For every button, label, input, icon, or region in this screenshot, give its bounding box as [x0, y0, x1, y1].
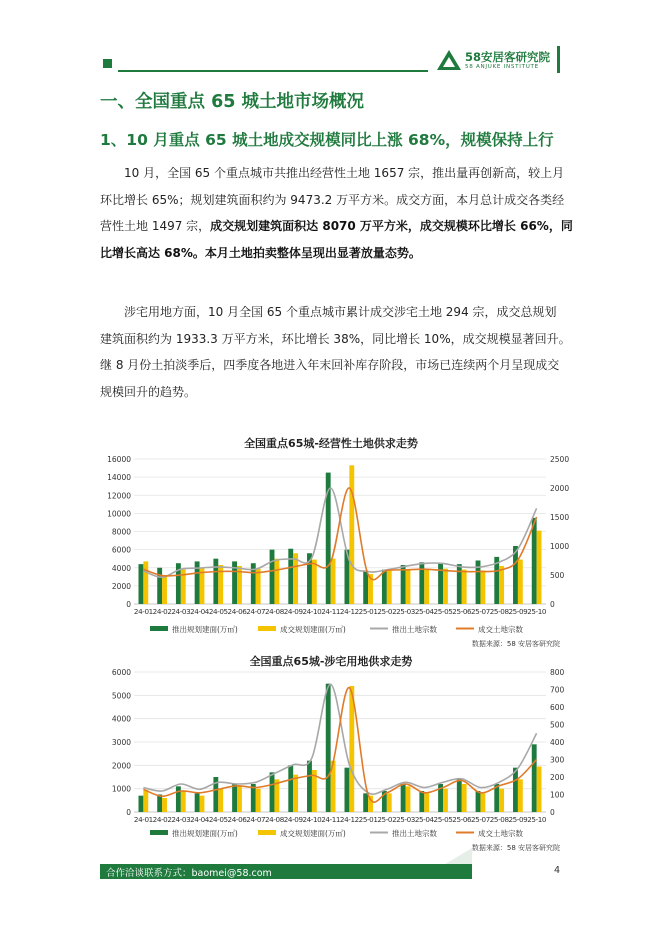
bar-deal	[256, 789, 261, 812]
x-tick-label: 24-12	[339, 607, 359, 616]
y-left-tick-label: 5000	[111, 691, 131, 701]
x-tick-label: 24-05	[208, 607, 228, 616]
x-tick-label: 25-08	[489, 607, 509, 616]
x-tick-label: 25-10	[527, 815, 547, 824]
legend-swatch	[258, 830, 276, 835]
bar-deal	[143, 790, 148, 812]
bar-deal	[406, 786, 411, 812]
paragraph-1-line-2: 环比增长 65%；规划建筑面积约为 9473.2 万平方米。成交方面，本月总计成交各类经	[100, 192, 565, 207]
x-tick-label: 25-09	[508, 815, 528, 824]
logo-text-en: 58 ANJUKE INSTITUTE	[465, 64, 539, 70]
x-tick-label: 25-05	[433, 607, 453, 616]
chart-residential-land-svg	[100, 652, 565, 857]
bar-supply	[213, 559, 218, 604]
x-tick-label: 25-07	[471, 607, 490, 616]
x-tick-label: 25-04	[414, 607, 434, 616]
bar-deal	[387, 793, 392, 812]
y-left-tick-label: 0	[126, 600, 131, 609]
x-tick-label: 25-03	[396, 815, 415, 824]
paragraph-2-line-3: 继 8 月份土拍淡季后，四季度各地进入年末回补库存阶段，市场已连续两个月呈现成交	[100, 358, 560, 372]
bar-deal	[406, 570, 411, 604]
x-tick-label: 24-06	[227, 815, 247, 824]
bar-supply	[532, 518, 537, 604]
x-tick-label: 24-12	[339, 815, 359, 824]
bar-supply	[532, 744, 537, 812]
bar-supply	[138, 796, 143, 812]
bar-supply	[344, 768, 349, 812]
bar-supply	[326, 684, 331, 812]
bar-supply	[476, 791, 481, 812]
y-right-tick-label: 2000	[550, 484, 570, 493]
x-tick-label: 25-06	[452, 815, 472, 824]
bar-supply	[513, 768, 518, 812]
footer-contact: 合作洽谈联系方式：baomei@58.com	[106, 868, 272, 879]
y-left-tick-label: 12000	[107, 491, 131, 501]
bar-supply	[401, 565, 406, 604]
x-tick-label: 24-01	[133, 815, 153, 824]
x-tick-label: 24-03	[171, 607, 191, 616]
legend-swatch	[258, 626, 276, 631]
x-tick-label: 24-05	[208, 815, 228, 824]
y-left-tick-label: 0	[126, 808, 131, 817]
y-left-tick-label: 4000	[111, 563, 131, 573]
y-right-tick-label: 500	[550, 720, 565, 730]
subsection-title: 1、10 月重点 65 城土地成交规模同比上涨 68%，规模保持上行	[100, 131, 554, 149]
bar-deal	[312, 560, 317, 604]
bar-deal	[462, 570, 467, 604]
x-tick-label: 24-01	[133, 607, 153, 616]
paragraph-1-line-1: 10 月，全国 65 个重点城市共推出经营性土地 1657 宗，推出量再创新高，较上月	[124, 166, 565, 180]
header-vertical-bar	[557, 46, 560, 73]
x-tick-label: 24-04	[190, 607, 209, 616]
bar-supply	[382, 570, 387, 604]
header-square-marker	[103, 59, 112, 68]
y-right-tick-label: 800	[550, 668, 565, 677]
y-left-tick-label: 1000	[111, 784, 131, 794]
chart-commercial-land	[100, 432, 570, 652]
legend-swatch	[150, 830, 168, 835]
y-left-tick-label: 10000	[107, 509, 131, 519]
bar-supply	[363, 793, 368, 812]
bar-supply	[363, 570, 368, 604]
y-right-tick-label: 100	[550, 790, 565, 800]
chart-title: 全国重点65城-经营性土地供求走势	[244, 437, 418, 450]
bar-deal	[499, 566, 504, 604]
chart-commercial-land-svg	[100, 432, 570, 652]
x-tick-label: 24-08	[265, 607, 284, 616]
bar-supply	[232, 784, 237, 812]
y-left-tick-label: 6000	[111, 545, 131, 555]
y-right-tick-label: 700	[550, 685, 565, 695]
bar-deal	[537, 531, 542, 604]
bar-deal	[293, 553, 298, 604]
y-left-tick-label: 4000	[111, 714, 131, 724]
x-tick-label: 24-09	[283, 815, 303, 824]
bar-deal	[424, 569, 429, 604]
chart-source: 数据来源：58 安居客研究院	[471, 640, 560, 648]
bar-deal	[143, 561, 148, 604]
logo	[436, 47, 554, 75]
bar-deal	[181, 791, 186, 812]
x-tick-label: 25-02	[377, 607, 397, 616]
bar-deal	[349, 465, 354, 604]
paragraph-1	[100, 160, 573, 266]
y-left-tick-label: 2000	[111, 761, 131, 771]
paragraph-1-bold-4: 比增长高达 68%。本月土地拍卖整体呈现出显著放量态势。	[100, 245, 421, 260]
bar-supply	[457, 564, 462, 604]
bar-deal	[462, 784, 467, 812]
x-tick-label: 24-11	[321, 607, 341, 616]
bar-supply	[288, 765, 293, 812]
x-tick-label: 25-10	[527, 607, 547, 616]
x-tick-label: 24-07	[246, 815, 266, 824]
header-rule	[118, 70, 428, 72]
y-right-tick-label: 400	[550, 738, 565, 747]
y-right-tick-label: 0	[550, 600, 555, 609]
bar-deal	[274, 559, 279, 604]
bar-deal	[237, 786, 242, 812]
y-right-tick-label: 300	[550, 755, 565, 765]
y-left-tick-label: 2000	[111, 581, 131, 591]
y-right-tick-label: 600	[550, 703, 565, 712]
y-right-tick-label: 1000	[550, 542, 570, 551]
y-right-tick-label: 1500	[550, 513, 570, 522]
bar-deal	[256, 569, 261, 604]
bar-supply	[176, 786, 181, 812]
bar-deal	[218, 789, 223, 812]
legend-label: 推出土地宗数	[392, 829, 437, 838]
bar-supply	[419, 791, 424, 812]
y-right-tick-label: 500	[550, 571, 565, 580]
bar-deal	[537, 767, 542, 813]
x-tick-label: 24-10	[302, 815, 322, 824]
section-title: 一、全国重点 65 城土地市场概况	[100, 92, 365, 112]
bar-deal	[518, 779, 523, 812]
line-deal-count	[143, 688, 536, 803]
x-tick-label: 25-01	[358, 607, 378, 616]
paragraph-2-line-1: 涉宅用地方面，10 月全国 65 个重点城市累计成交涉宅土地 294 宗，成交总规划	[124, 305, 557, 319]
paragraph-1-bold-3b: 成交规划建筑面积达 8070 万平方米，成交规模环比增长 66%，同	[210, 219, 573, 233]
x-tick-label: 24-02	[152, 815, 172, 824]
x-tick-label: 24-11	[321, 815, 341, 824]
x-tick-label: 25-06	[452, 607, 472, 616]
paragraph-2	[100, 299, 571, 405]
bar-supply	[401, 784, 406, 812]
bar-deal	[331, 559, 336, 604]
y-left-tick-label: 8000	[111, 527, 131, 537]
chart-source: 数据来源：58 安居客研究院	[471, 844, 560, 852]
chart-title: 全国重点65城-涉宅用地供求走势	[249, 655, 413, 668]
y-left-tick-label: 6000	[111, 668, 131, 677]
y-left-tick-label: 14000	[107, 473, 131, 483]
x-tick-label: 25-03	[396, 607, 415, 616]
paragraph-1-line-3	[100, 213, 573, 240]
x-tick-label: 25-02	[377, 815, 397, 824]
x-tick-label: 25-08	[489, 815, 509, 824]
bar-supply	[270, 550, 275, 604]
x-tick-label: 25-01	[358, 815, 378, 824]
bar-supply	[157, 568, 162, 604]
legend-label: 推出规划建面(万㎡)	[172, 625, 238, 634]
bar-deal	[293, 775, 298, 812]
bar-deal	[443, 569, 448, 604]
paragraph-2-line-4: 规模回升的趋势。	[100, 384, 197, 399]
page-number: 4	[554, 865, 561, 876]
bar-deal	[162, 575, 167, 604]
x-tick-label: 24-03	[171, 815, 191, 824]
x-tick-label: 24-06	[227, 607, 247, 616]
chart-residential-land	[100, 652, 565, 857]
legend-label: 成交规划建面(万㎡)	[280, 829, 346, 838]
x-tick-label: 25-09	[508, 607, 528, 616]
x-tick-label: 24-08	[265, 815, 284, 824]
bar-deal	[518, 560, 523, 604]
bar-supply	[288, 549, 293, 604]
bar-supply	[457, 779, 462, 812]
y-left-tick-label: 3000	[111, 738, 131, 747]
y-left-tick-label: 16000	[107, 455, 131, 464]
legend-label: 推出土地宗数	[392, 625, 437, 634]
x-tick-label: 25-05	[433, 815, 453, 824]
logo-mark-icon	[436, 49, 462, 71]
paragraph-1-line-3a: 营性土地 1497 宗，	[100, 219, 211, 233]
x-tick-label: 24-10	[302, 607, 322, 616]
logo-text-cn: 58安居客研究院	[465, 50, 551, 64]
bar-deal	[387, 570, 392, 604]
bar-deal	[480, 793, 485, 812]
bar-supply	[138, 564, 143, 604]
legend-label: 推出规划建面(万㎡)	[172, 829, 238, 838]
x-tick-label: 25-07	[471, 815, 490, 824]
bar-deal	[200, 796, 205, 812]
bar-deal	[480, 570, 485, 604]
legend-swatch	[150, 626, 168, 631]
line-supply-count	[143, 684, 536, 794]
paragraph-1-line-4	[100, 240, 562, 267]
x-tick-label: 25-04	[414, 815, 434, 824]
bar-supply	[195, 793, 200, 812]
paragraph-2-line-2: 建筑面积约为 1933.3 万平方米，环比增长 38%，同比增长 10%，成交规模显著回升。	[100, 331, 571, 346]
legend-label: 成交规划建面(万㎡)	[280, 625, 346, 634]
bar-deal	[499, 789, 504, 812]
bar-supply	[307, 761, 312, 812]
x-tick-label: 24-04	[190, 815, 209, 824]
x-tick-label: 24-09	[283, 607, 303, 616]
bar-supply	[270, 772, 275, 812]
legend-label: 成交土地宗数	[478, 829, 523, 838]
legend-label: 成交土地宗数	[478, 625, 523, 634]
bar-deal	[162, 798, 167, 812]
bar-deal	[443, 789, 448, 812]
y-right-tick-label: 0	[550, 808, 555, 817]
x-tick-label: 24-07	[246, 607, 266, 616]
y-right-tick-label: 200	[550, 773, 565, 782]
bar-deal	[424, 793, 429, 812]
bar-supply	[157, 795, 162, 813]
y-right-tick-label: 2500	[550, 455, 570, 464]
x-tick-label: 24-02	[152, 607, 172, 616]
